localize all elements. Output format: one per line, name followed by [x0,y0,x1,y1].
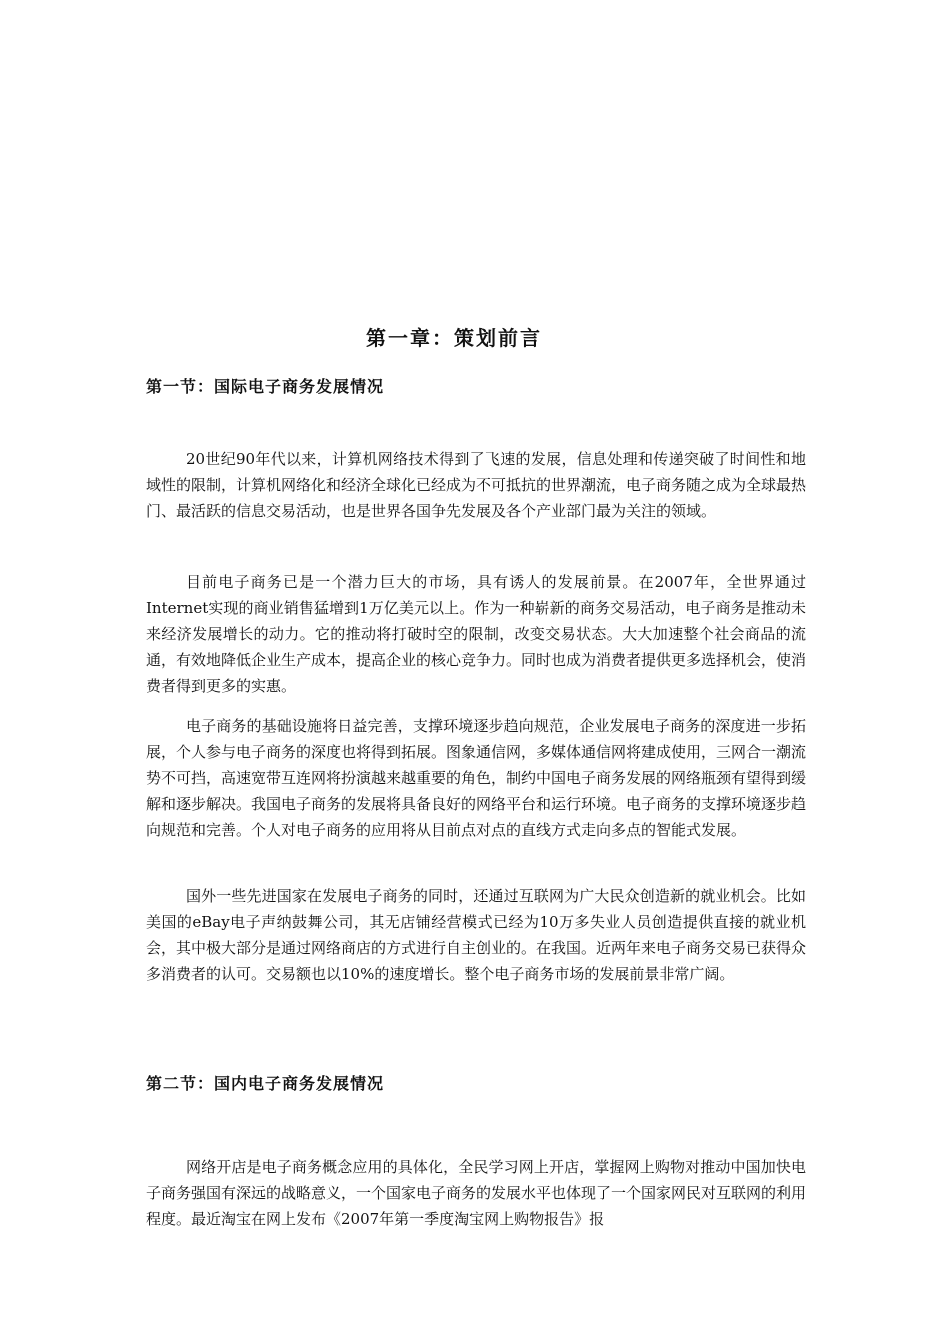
paragraph: 目前电子商务已是一个潜力巨大的市场，具有诱人的发展前景。在2007年，全世界通过Internet实现的商业销售猛增到1万亿美元以上。作为一种崭新的商务交易活动，电子商务是推动未来经济发展增长的动力。它的推动将打破时空的限制，改变交易状态。大大加速整个社会商品的流通，有效地降低企业生产成本，提高企业的核心竞争力。同时也成为消费者提供更多选择机会，使消费者得到更多的实惠。 [146,573,807,695]
paragraph: 20世纪90年代以来，计算机网络技术得到了飞速的发展，信息处理和传递突破了时间性和地域性的限制，计算机网络化和经济全球化已经成为不可抵抗的世界潮流，电子商务随之成为全球最热门、最活跃的信息交易活动，也是世界各国争先发展及各个产业部门最为关注的领域。 [146,450,807,520]
section-heading-domestic: 第二节：国内电子商务发展情况 [146,1074,385,1093]
paragraph: 电子商务的基础设施将日益完善，支撑环境逐步趋向规范，企业发展电子商务的深度进一步拓展，个人参与电子商务的深度也将得到拓展。图象通信网，多媒体通信网将建成使用，三网合一潮流势不可挡，高速宽带互连网将扮演越来越重要的角色，制约中国电子商务发展的网络瓶颈有望得到缓解和逐步解决。我国电子商务的发展将具备良好的网络平台和运行环境。电子商务的支撑环境逐步趋向规范和完善。个人对电子商务的应用将从目前点对点的直线方式走向多点的智能式发展。 [146,717,807,839]
paragraph: 国外一些先进国家在发展电子商务的同时，还通过互联网为广大民众创造新的就业机会。比如美国的eBay电子声纳鼓舞公司，其无店铺经营模式已经为10万多失业人员创造提供直接的就业机会，其中极大部分是通过网络商店的方式进行自主创业的。在我国。近两年来电子商务交易已获得众多消费者的认可。交易额也以10%的速度增长。整个电子商务市场的发展前景非常广阔。 [146,887,807,983]
paragraph: 网络开店是电子商务概念应用的具体化，全民学习网上开店，掌握网上购物对推动中国加快电子商务强国有深远的战略意义，一个国家电子商务的发展水平也体现了一个国家网民对互联网的利用程度。最近淘宝在网上发布《2007年第一季度淘宝网上购物报告》报 [146,1158,807,1228]
chapter-title: 第一章：策划前言 [366,326,542,350]
section-heading-international: 第一节：国际电子商务发展情况 [146,377,385,396]
